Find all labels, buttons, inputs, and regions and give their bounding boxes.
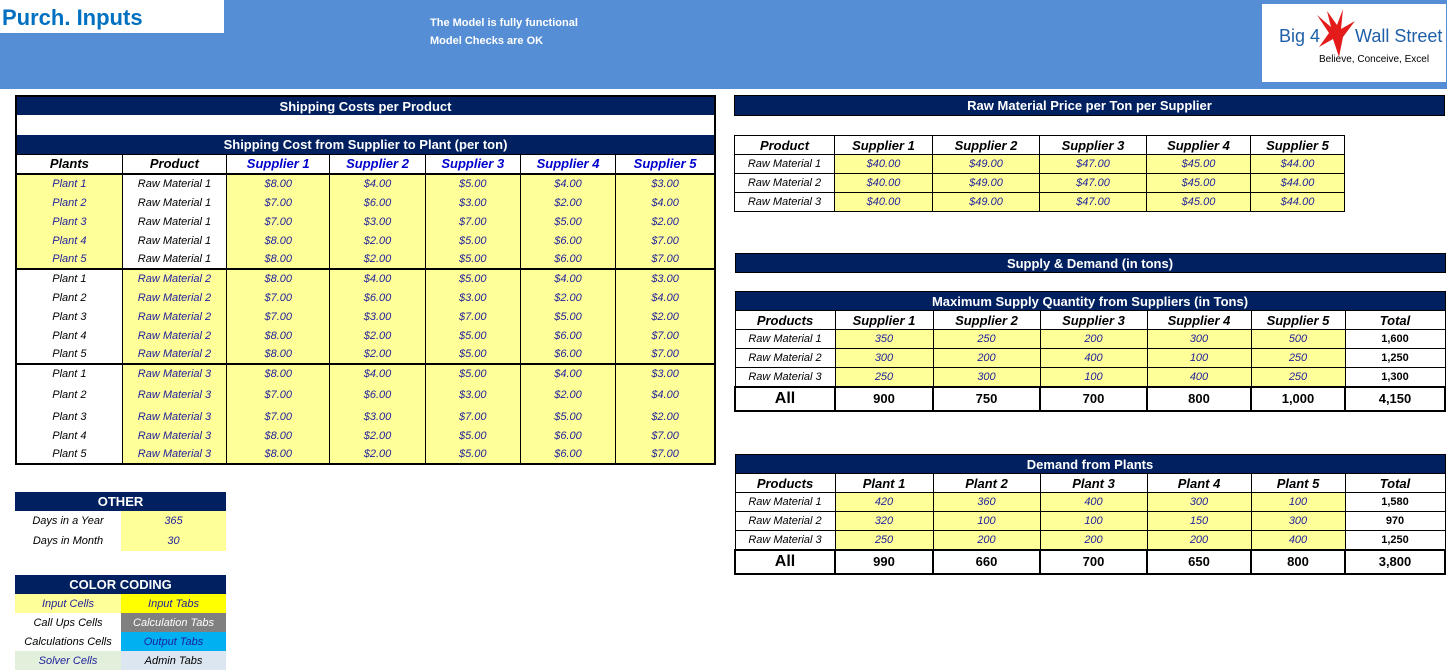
shipping-cost-input[interactable]: $5.00 — [425, 364, 520, 383]
column-header: Supplier 1 — [835, 136, 933, 155]
shipping-cost-input[interactable]: $3.00 — [616, 364, 715, 383]
shipping-cost-input[interactable]: $7.00 — [227, 383, 330, 407]
table-row — [16, 426, 715, 445]
shipping-cost-input[interactable]: $3.00 — [425, 193, 520, 212]
product-cell: Raw Material 3 — [735, 368, 835, 387]
quantity-input[interactable]: 250 — [835, 531, 933, 550]
all-total-row — [735, 387, 1445, 411]
max-supply-title: Maximum Supply Quantity from Suppliers (in Tons) — [735, 292, 1445, 311]
price-input[interactable]: $47.00 — [1040, 174, 1147, 193]
column-header: Products — [735, 311, 835, 330]
shipping-cost-input[interactable]: $7.00 — [425, 307, 520, 326]
row-total: 970 — [1345, 512, 1445, 531]
all-total: 750 — [933, 387, 1040, 411]
shipping-cost-input[interactable]: $8.00 — [227, 174, 330, 193]
quantity-input[interactable]: 200 — [933, 349, 1040, 368]
table-row — [735, 493, 1445, 512]
shipping-cost-input[interactable]: $7.00 — [616, 250, 715, 269]
plant-cell[interactable]: Plant 2 — [16, 193, 122, 212]
quantity-input[interactable]: 400 — [1251, 531, 1345, 550]
other-input[interactable]: 30 — [121, 531, 226, 551]
shipping-cost-input[interactable]: $2.00 — [330, 326, 425, 345]
table-row — [16, 326, 715, 345]
row-total: 1,600 — [1345, 330, 1445, 349]
table-row — [16, 288, 715, 307]
plant-cell: Plant 1 — [16, 364, 122, 383]
table-row — [15, 651, 226, 670]
color-legend-cell: Output Tabs — [121, 632, 226, 651]
shipping-cost-input[interactable]: $5.00 — [425, 326, 520, 345]
shipping-cost-input[interactable]: $7.00 — [425, 212, 520, 231]
max-supply-table — [734, 253, 1446, 412]
sheet-title: Purch. Inputs — [0, 0, 224, 33]
product-cell: Raw Material 3 — [735, 193, 835, 212]
shipping-cost-input[interactable]: $6.00 — [520, 250, 615, 269]
plant-cell: Plant 2 — [16, 383, 122, 407]
price-input[interactable]: $49.00 — [933, 193, 1040, 212]
column-header: Plant 4 — [1147, 474, 1251, 493]
all-total: 700 — [1040, 387, 1147, 411]
table-row — [16, 364, 715, 383]
plant-cell: Plant 3 — [16, 407, 122, 426]
product-cell[interactable]: Raw Material 3 — [122, 383, 226, 407]
color-legend-cell: Calculations Cells — [15, 632, 121, 651]
shipping-cost-input[interactable]: $7.00 — [616, 426, 715, 445]
table-row — [16, 269, 715, 288]
column-header: Supplier 4 — [1147, 136, 1251, 155]
shipping-costs-table — [15, 95, 716, 465]
product-cell: Raw Material 1 — [735, 330, 835, 349]
product-cell[interactable]: Raw Material 2 — [122, 326, 226, 345]
table-row — [16, 407, 715, 426]
all-total: 3,800 — [1345, 550, 1445, 574]
color-legend-cell: Calculation Tabs — [121, 613, 226, 632]
shipping-cost-input[interactable]: $2.00 — [616, 307, 715, 326]
all-label: All — [735, 550, 835, 574]
shipping-cost-input[interactable]: $2.00 — [330, 445, 425, 464]
column-header: Product — [122, 154, 226, 174]
table-row — [735, 531, 1445, 550]
product-cell[interactable]: Raw Material 2 — [122, 269, 226, 288]
table-row — [735, 368, 1445, 387]
quantity-input[interactable]: 200 — [1040, 330, 1147, 349]
shipping-cost-input[interactable]: $7.00 — [227, 193, 330, 212]
quantity-input[interactable]: 100 — [1040, 512, 1147, 531]
color-legend-cell: Input Tabs — [121, 594, 226, 613]
table-row — [15, 511, 226, 531]
column-header: Plants — [16, 154, 122, 174]
shipping-cost-input[interactable]: $4.00 — [520, 174, 615, 193]
logo-tagline: Believe, Conceive, Excel — [1319, 54, 1430, 65]
shipping-cost-input[interactable]: $3.00 — [425, 383, 520, 407]
product-cell[interactable]: Raw Material 3 — [122, 445, 226, 464]
quantity-input[interactable]: 420 — [835, 493, 933, 512]
column-header: Supplier 3 — [425, 154, 520, 174]
product-cell: Raw Material 1 — [735, 155, 835, 174]
price-input[interactable]: $44.00 — [1251, 193, 1345, 212]
shipping-cost-input[interactable]: $5.00 — [520, 212, 615, 231]
plant-cell[interactable]: Plant 5 — [16, 250, 122, 269]
all-total: 650 — [1147, 550, 1251, 574]
shipping-cost-input[interactable]: $4.00 — [616, 288, 715, 307]
logo-text-left: Big 4 — [1279, 26, 1321, 46]
blank-cell — [1345, 174, 1445, 193]
shipping-costs-title: Shipping Costs per Product — [16, 96, 715, 115]
shipping-cost-input[interactable]: $7.00 — [227, 212, 330, 231]
shipping-cost-input[interactable]: $2.00 — [520, 288, 615, 307]
column-header: Supplier 3 — [1040, 136, 1147, 155]
quantity-input[interactable]: 250 — [1251, 368, 1345, 387]
table-row — [16, 174, 715, 193]
product-cell[interactable]: Raw Material 3 — [122, 426, 226, 445]
product-cell[interactable]: Raw Material 3 — [122, 364, 226, 383]
shipping-cost-input[interactable]: $3.00 — [616, 174, 715, 193]
shipping-cost-input[interactable]: $7.00 — [227, 288, 330, 307]
column-header: Supplier 5 — [1251, 311, 1345, 330]
shipping-cost-input[interactable]: $8.00 — [227, 250, 330, 269]
column-header: Plant 1 — [835, 474, 933, 493]
product-cell: Raw Material 2 — [735, 174, 835, 193]
quantity-input[interactable]: 150 — [1147, 512, 1251, 531]
price-input[interactable]: $47.00 — [1040, 155, 1147, 174]
price-input[interactable]: $44.00 — [1251, 155, 1345, 174]
shipping-cost-input[interactable]: $7.00 — [616, 231, 715, 250]
column-header: Supplier 1 — [227, 154, 330, 174]
plant-cell: Plant 2 — [16, 288, 122, 307]
quantity-input[interactable]: 100 — [1040, 368, 1147, 387]
shipping-cost-input[interactable]: $3.00 — [616, 269, 715, 288]
shipping-cost-input[interactable]: $2.00 — [330, 345, 425, 364]
table-row — [735, 155, 1445, 174]
shipping-cost-input[interactable]: $7.00 — [616, 345, 715, 364]
plant-cell[interactable]: Plant 3 — [16, 212, 122, 231]
all-total: 800 — [1147, 387, 1251, 411]
supply-demand-title: Supply & Demand (in tons) — [735, 254, 1445, 273]
product-cell: Raw Material 1 — [122, 193, 226, 212]
all-total: 990 — [835, 550, 933, 574]
logo-text-right: Wall Street — [1355, 26, 1443, 46]
all-label: All — [735, 387, 835, 411]
shipping-cost-input[interactable]: $7.00 — [616, 326, 715, 345]
column-header: Product — [735, 136, 835, 155]
plant-cell[interactable]: Plant 1 — [16, 174, 122, 193]
product-cell: Raw Material 2 — [735, 349, 835, 368]
table-row — [15, 594, 226, 613]
shipping-cost-input[interactable]: $4.00 — [330, 174, 425, 193]
product-cell: Raw Material 1 — [122, 212, 226, 231]
table-row — [16, 383, 715, 407]
table-row — [16, 307, 715, 326]
other-label: Days in Month — [32, 535, 104, 547]
table-row — [16, 212, 715, 231]
all-total: 900 — [835, 387, 933, 411]
color-legend-cell: Solver Cells — [15, 651, 121, 670]
all-total: 1,000 — [1251, 387, 1345, 411]
table-row — [15, 632, 226, 651]
shipping-cost-input[interactable]: $6.00 — [330, 288, 425, 307]
shipping-cost-input[interactable]: $7.00 — [227, 307, 330, 326]
shipping-cost-input[interactable]: $8.00 — [227, 364, 330, 383]
quantity-input[interactable]: 350 — [835, 330, 933, 349]
shipping-cost-input[interactable]: $6.00 — [520, 345, 615, 364]
shipping-cost-input[interactable]: $8.00 — [227, 345, 330, 364]
table-row — [15, 531, 226, 551]
color-coding-table — [15, 575, 226, 670]
model-status: The Model is fully functional — [430, 17, 578, 29]
shipping-cost-input[interactable]: $5.00 — [520, 307, 615, 326]
price-input[interactable]: $45.00 — [1147, 155, 1251, 174]
color-coding-title: COLOR CODING — [15, 575, 226, 594]
raw-material-price-title: Raw Material Price per Ton per Supplier — [735, 96, 1445, 116]
shipping-cost-input[interactable]: $3.00 — [330, 307, 425, 326]
shipping-cost-input[interactable]: $2.00 — [520, 193, 615, 212]
shipping-cost-input[interactable]: $8.00 — [227, 426, 330, 445]
shipping-cost-input[interactable]: $2.00 — [330, 250, 425, 269]
shipping-cost-input[interactable]: $6.00 — [520, 445, 615, 464]
table-row — [16, 445, 715, 464]
column-header: Total — [1345, 474, 1445, 493]
price-input[interactable]: $40.00 — [835, 193, 933, 212]
table-row — [16, 193, 715, 212]
column-header: Supplier 2 — [330, 154, 425, 174]
shipping-cost-input[interactable]: $3.00 — [425, 288, 520, 307]
column-header: Supplier 2 — [933, 311, 1040, 330]
color-legend-cell: Call Ups Cells — [15, 613, 121, 632]
column-header: Plant 3 — [1040, 474, 1147, 493]
blank-cell — [1345, 155, 1445, 174]
shipping-cost-input[interactable]: $3.00 — [330, 212, 425, 231]
all-total: 700 — [1040, 550, 1147, 574]
plant-cell: Plant 4 — [16, 426, 122, 445]
shipping-cost-input[interactable]: $8.00 — [227, 445, 330, 464]
price-input[interactable]: $44.00 — [1251, 174, 1345, 193]
other-label: Days in a Year — [32, 515, 104, 527]
product-cell: Raw Material 1 — [122, 250, 226, 269]
shipping-cost-input[interactable]: $6.00 — [520, 231, 615, 250]
shipping-cost-subtitle: Shipping Cost from Supplier to Plant (per ton) — [16, 135, 715, 154]
raw-material-price-table — [734, 95, 1445, 212]
color-legend-cell: Input Cells — [15, 594, 121, 613]
quantity-input[interactable]: 100 — [1147, 349, 1251, 368]
plant-cell: Plant 1 — [16, 269, 122, 288]
shipping-cost-input[interactable]: $5.00 — [520, 407, 615, 426]
table-row — [735, 512, 1445, 531]
blank-cell — [1345, 136, 1445, 155]
quantity-input[interactable]: 300 — [933, 368, 1040, 387]
blank-cell — [1345, 193, 1445, 212]
color-legend-cell: Admin Tabs — [121, 651, 226, 670]
quantity-input[interactable]: 500 — [1251, 330, 1345, 349]
table-row — [15, 613, 226, 632]
row-total: 1,300 — [1345, 368, 1445, 387]
quantity-input[interactable]: 250 — [835, 368, 933, 387]
quantity-input[interactable]: 300 — [1147, 493, 1251, 512]
product-cell[interactable]: Raw Material 2 — [122, 307, 226, 326]
column-header: Supplier 2 — [933, 136, 1040, 155]
product-cell[interactable]: Raw Material 2 — [122, 288, 226, 307]
shipping-cost-input[interactable]: $5.00 — [425, 445, 520, 464]
quantity-input[interactable]: 400 — [1040, 493, 1147, 512]
quantity-input[interactable]: 300 — [835, 349, 933, 368]
shipping-cost-input[interactable]: $7.00 — [227, 407, 330, 426]
column-header: Supplier 3 — [1040, 311, 1147, 330]
logo — [1262, 4, 1446, 82]
quantity-input[interactable]: 100 — [933, 512, 1040, 531]
table-row — [735, 330, 1445, 349]
shipping-cost-input[interactable]: $5.00 — [425, 174, 520, 193]
quantity-input[interactable]: 250 — [933, 330, 1040, 349]
all-total-row — [735, 550, 1445, 574]
table-row — [16, 231, 715, 250]
quantity-input[interactable]: 200 — [1147, 531, 1251, 550]
quantity-input[interactable]: 200 — [1040, 531, 1147, 550]
column-header: Plant 2 — [933, 474, 1040, 493]
plant-cell: Plant 4 — [16, 326, 122, 345]
all-total: 660 — [933, 550, 1040, 574]
shipping-cost-input[interactable]: $8.00 — [227, 269, 330, 288]
shipping-cost-input[interactable]: $5.00 — [425, 250, 520, 269]
quantity-input[interactable]: 320 — [835, 512, 933, 531]
shipping-cost-input[interactable]: $5.00 — [425, 231, 520, 250]
price-input[interactable]: $40.00 — [835, 174, 933, 193]
shipping-cost-input[interactable]: $8.00 — [227, 231, 330, 250]
price-input[interactable]: $45.00 — [1147, 193, 1251, 212]
column-header: Products — [735, 474, 835, 493]
table-row — [16, 250, 715, 269]
quantity-input[interactable]: 360 — [933, 493, 1040, 512]
price-input[interactable]: $47.00 — [1040, 193, 1147, 212]
other-input[interactable]: 365 — [121, 511, 226, 531]
quantity-input[interactable]: 100 — [1251, 493, 1345, 512]
row-total: 1,250 — [1345, 349, 1445, 368]
demand-title: Demand from Plants — [735, 455, 1445, 474]
shipping-cost-input[interactable]: $5.00 — [425, 426, 520, 445]
shipping-cost-input[interactable]: $5.00 — [425, 345, 520, 364]
shipping-cost-input[interactable]: $2.00 — [520, 383, 615, 407]
column-header: Supplier 4 — [1147, 311, 1251, 330]
shipping-cost-input[interactable]: $5.00 — [425, 269, 520, 288]
shipping-cost-input[interactable]: $4.00 — [330, 269, 425, 288]
quantity-input[interactable]: 300 — [1251, 512, 1345, 531]
quantity-input[interactable]: 300 — [1147, 330, 1251, 349]
shipping-cost-input[interactable]: $4.00 — [520, 364, 615, 383]
shipping-cost-input[interactable]: $4.00 — [616, 383, 715, 407]
other-title: OTHER — [15, 492, 226, 511]
table-row — [735, 174, 1445, 193]
model-checks-status: Model Checks are OK — [430, 35, 544, 47]
all-total: 800 — [1251, 550, 1345, 574]
column-header: Plant 5 — [1251, 474, 1345, 493]
product-cell: Raw Material 1 — [735, 493, 835, 512]
table-row — [735, 193, 1445, 212]
row-total: 1,250 — [1345, 531, 1445, 550]
shipping-cost-input[interactable]: $6.00 — [520, 326, 615, 345]
price-input[interactable]: $49.00 — [933, 155, 1040, 174]
shipping-cost-input[interactable]: $2.00 — [330, 426, 425, 445]
product-cell: Raw Material 1 — [122, 231, 226, 250]
shipping-cost-input[interactable]: $6.00 — [330, 193, 425, 212]
plant-cell[interactable]: Plant 4 — [16, 231, 122, 250]
plant-cell: Plant 5 — [16, 445, 122, 464]
shipping-cost-input[interactable]: $2.00 — [616, 212, 715, 231]
product-cell: Raw Material 1 — [122, 174, 226, 193]
column-header: Total — [1345, 311, 1445, 330]
shipping-cost-input[interactable]: $3.00 — [330, 407, 425, 426]
product-cell: Raw Material 2 — [735, 512, 835, 531]
other-table — [15, 492, 226, 551]
shipping-cost-input[interactable]: $7.00 — [616, 445, 715, 464]
plant-cell: Plant 5 — [16, 345, 122, 364]
column-header: Supplier 4 — [520, 154, 615, 174]
demand-table — [734, 454, 1446, 575]
shipping-cost-input[interactable]: $7.00 — [425, 407, 520, 426]
quantity-input[interactable]: 200 — [933, 531, 1040, 550]
table-row — [16, 345, 715, 364]
quantity-input[interactable]: 400 — [1040, 349, 1147, 368]
shipping-cost-input[interactable]: $4.00 — [616, 193, 715, 212]
price-input[interactable]: $40.00 — [835, 155, 933, 174]
all-total: 4,150 — [1345, 387, 1445, 411]
column-header: Supplier 1 — [835, 311, 933, 330]
quantity-input[interactable]: 250 — [1251, 349, 1345, 368]
quantity-input[interactable]: 400 — [1147, 368, 1251, 387]
column-header: Supplier 5 — [1251, 136, 1345, 155]
shipping-cost-input[interactable]: $6.00 — [330, 383, 425, 407]
shipping-cost-input[interactable]: $2.00 — [330, 231, 425, 250]
shipping-cost-input[interactable]: $2.00 — [616, 407, 715, 426]
price-input[interactable]: $49.00 — [933, 174, 1040, 193]
shipping-cost-input[interactable]: $4.00 — [520, 269, 615, 288]
price-input[interactable]: $45.00 — [1147, 174, 1251, 193]
product-cell[interactable]: Raw Material 3 — [122, 407, 226, 426]
plant-cell: Plant 3 — [16, 307, 122, 326]
product-cell: Raw Material 3 — [735, 531, 835, 550]
column-header: Supplier 5 — [616, 154, 715, 174]
shipping-cost-input[interactable]: $8.00 — [227, 326, 330, 345]
row-total: 1,580 — [1345, 493, 1445, 512]
shipping-cost-input[interactable]: $6.00 — [520, 426, 615, 445]
product-cell[interactable]: Raw Material 2 — [122, 345, 226, 364]
shipping-cost-input[interactable]: $4.00 — [330, 364, 425, 383]
table-row — [735, 349, 1445, 368]
